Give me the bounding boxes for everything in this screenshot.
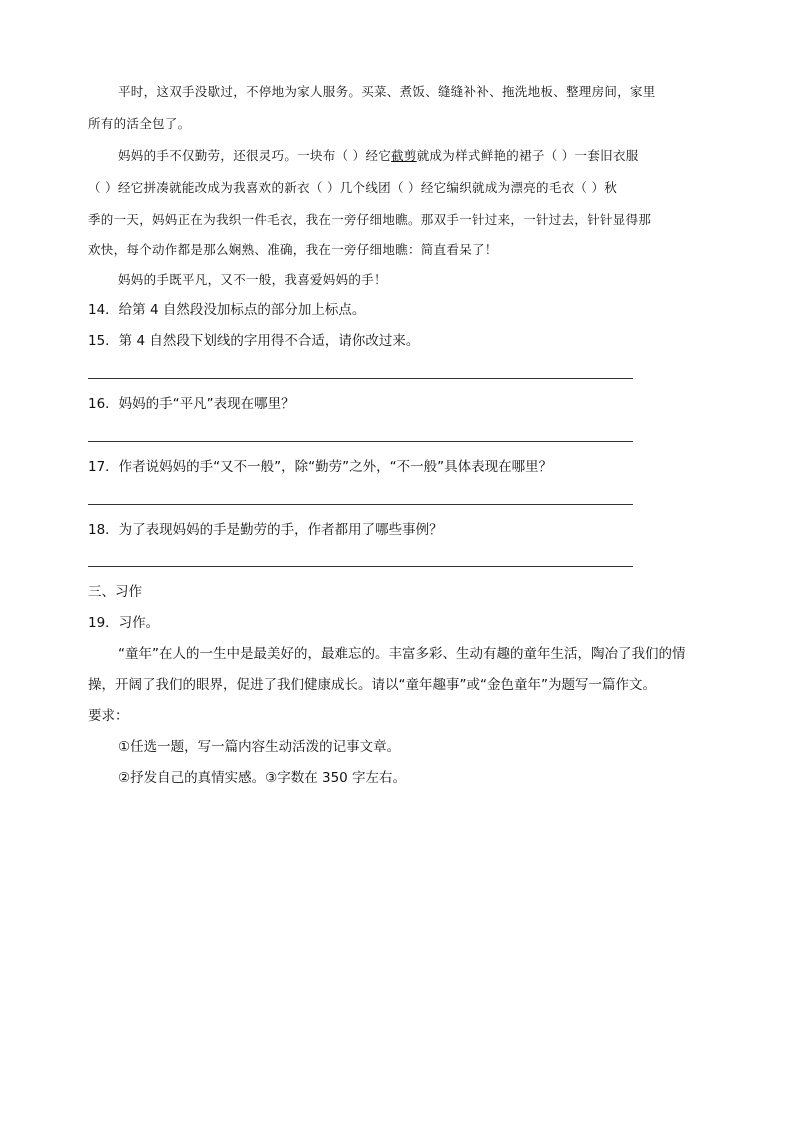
answer-line-18[interactable] bbox=[88, 566, 633, 567]
question-14: 14．给第 4 自然段没加标点的部分加上标点。 bbox=[88, 302, 366, 318]
answer-line-15[interactable] bbox=[88, 378, 633, 379]
passage-p2-line1-b: 就成为样式鲜艳的裙子（ ）一套旧衣服 bbox=[416, 148, 639, 163]
question-16: 16．妈妈的手“平凡”表现在哪里？ bbox=[88, 396, 295, 412]
question-15: 15．第 4 自然段下划线的字用得不合适，请你改过来。 bbox=[88, 333, 420, 349]
prompt-line2: 操，开阔了我们的眼界，促进了我们健康成长。请以“童年趣事”或“金色童年”为题写一篇作文。 bbox=[88, 677, 656, 693]
passage-p1-line1: 平时，这双手没歇过，不停地为家人服务。买菜、煮饭、缝缝补补、拖洗地板、整理房间，家里 bbox=[118, 84, 656, 99]
answer-line-17[interactable] bbox=[88, 504, 633, 505]
prompt-line1: “童年”在人的一生中是最美好的，最难忘的。丰富多彩、生动有趣的童年生活，陶冶了我们的情 bbox=[118, 646, 686, 662]
passage-p2-line3: 季的一天，妈妈正在为我织一件毛衣，我在一旁仔细地瞧。那双手一针过来，一针过去，针针显得那 bbox=[88, 212, 652, 227]
passage-p1-line2: 所有的活全包了。 bbox=[88, 116, 191, 131]
question-19: 19．习作。 bbox=[88, 615, 160, 631]
passage-p3-line1: 妈妈的手既平凡，又不一般，我喜爱妈妈的手！ bbox=[118, 272, 387, 287]
answer-line-16[interactable] bbox=[88, 441, 633, 442]
passage-p2-line1-a: 妈妈的手不仅勤劳，还很灵巧。一块布（ ）经它 bbox=[118, 148, 392, 163]
requirements-label: 要求： bbox=[88, 708, 129, 724]
underlined-word: 截剪 bbox=[391, 148, 417, 163]
question-17: 17．作者说妈妈的手“又不一般”，除“勤劳”之外，“不一般”具体表现在哪里？ bbox=[88, 459, 553, 475]
passage-p2-line4: 欢快，每个动作都是那么娴熟、准确，我在一旁仔细地瞧：简直看呆了！ bbox=[88, 242, 498, 257]
requirement-2: ②抒发自己的真情实感。③字数在 350 字左右。 bbox=[118, 770, 407, 786]
requirement-1: ①任选一题，写一篇内容生动活泼的记事文章。 bbox=[118, 739, 401, 755]
section-heading: 三、习作 bbox=[88, 584, 142, 600]
passage-p2-line1 bbox=[118, 146, 639, 166]
passage-p2-line2: （ ）经它拼凑就能改成为我喜欢的新衣（ ）几个线团（ ）经它编织就成为漂亮的毛衣（ ）秋 bbox=[88, 180, 618, 195]
question-18: 18．为了表现妈妈的手是勤劳的手，作者都用了哪些事例？ bbox=[88, 522, 443, 538]
